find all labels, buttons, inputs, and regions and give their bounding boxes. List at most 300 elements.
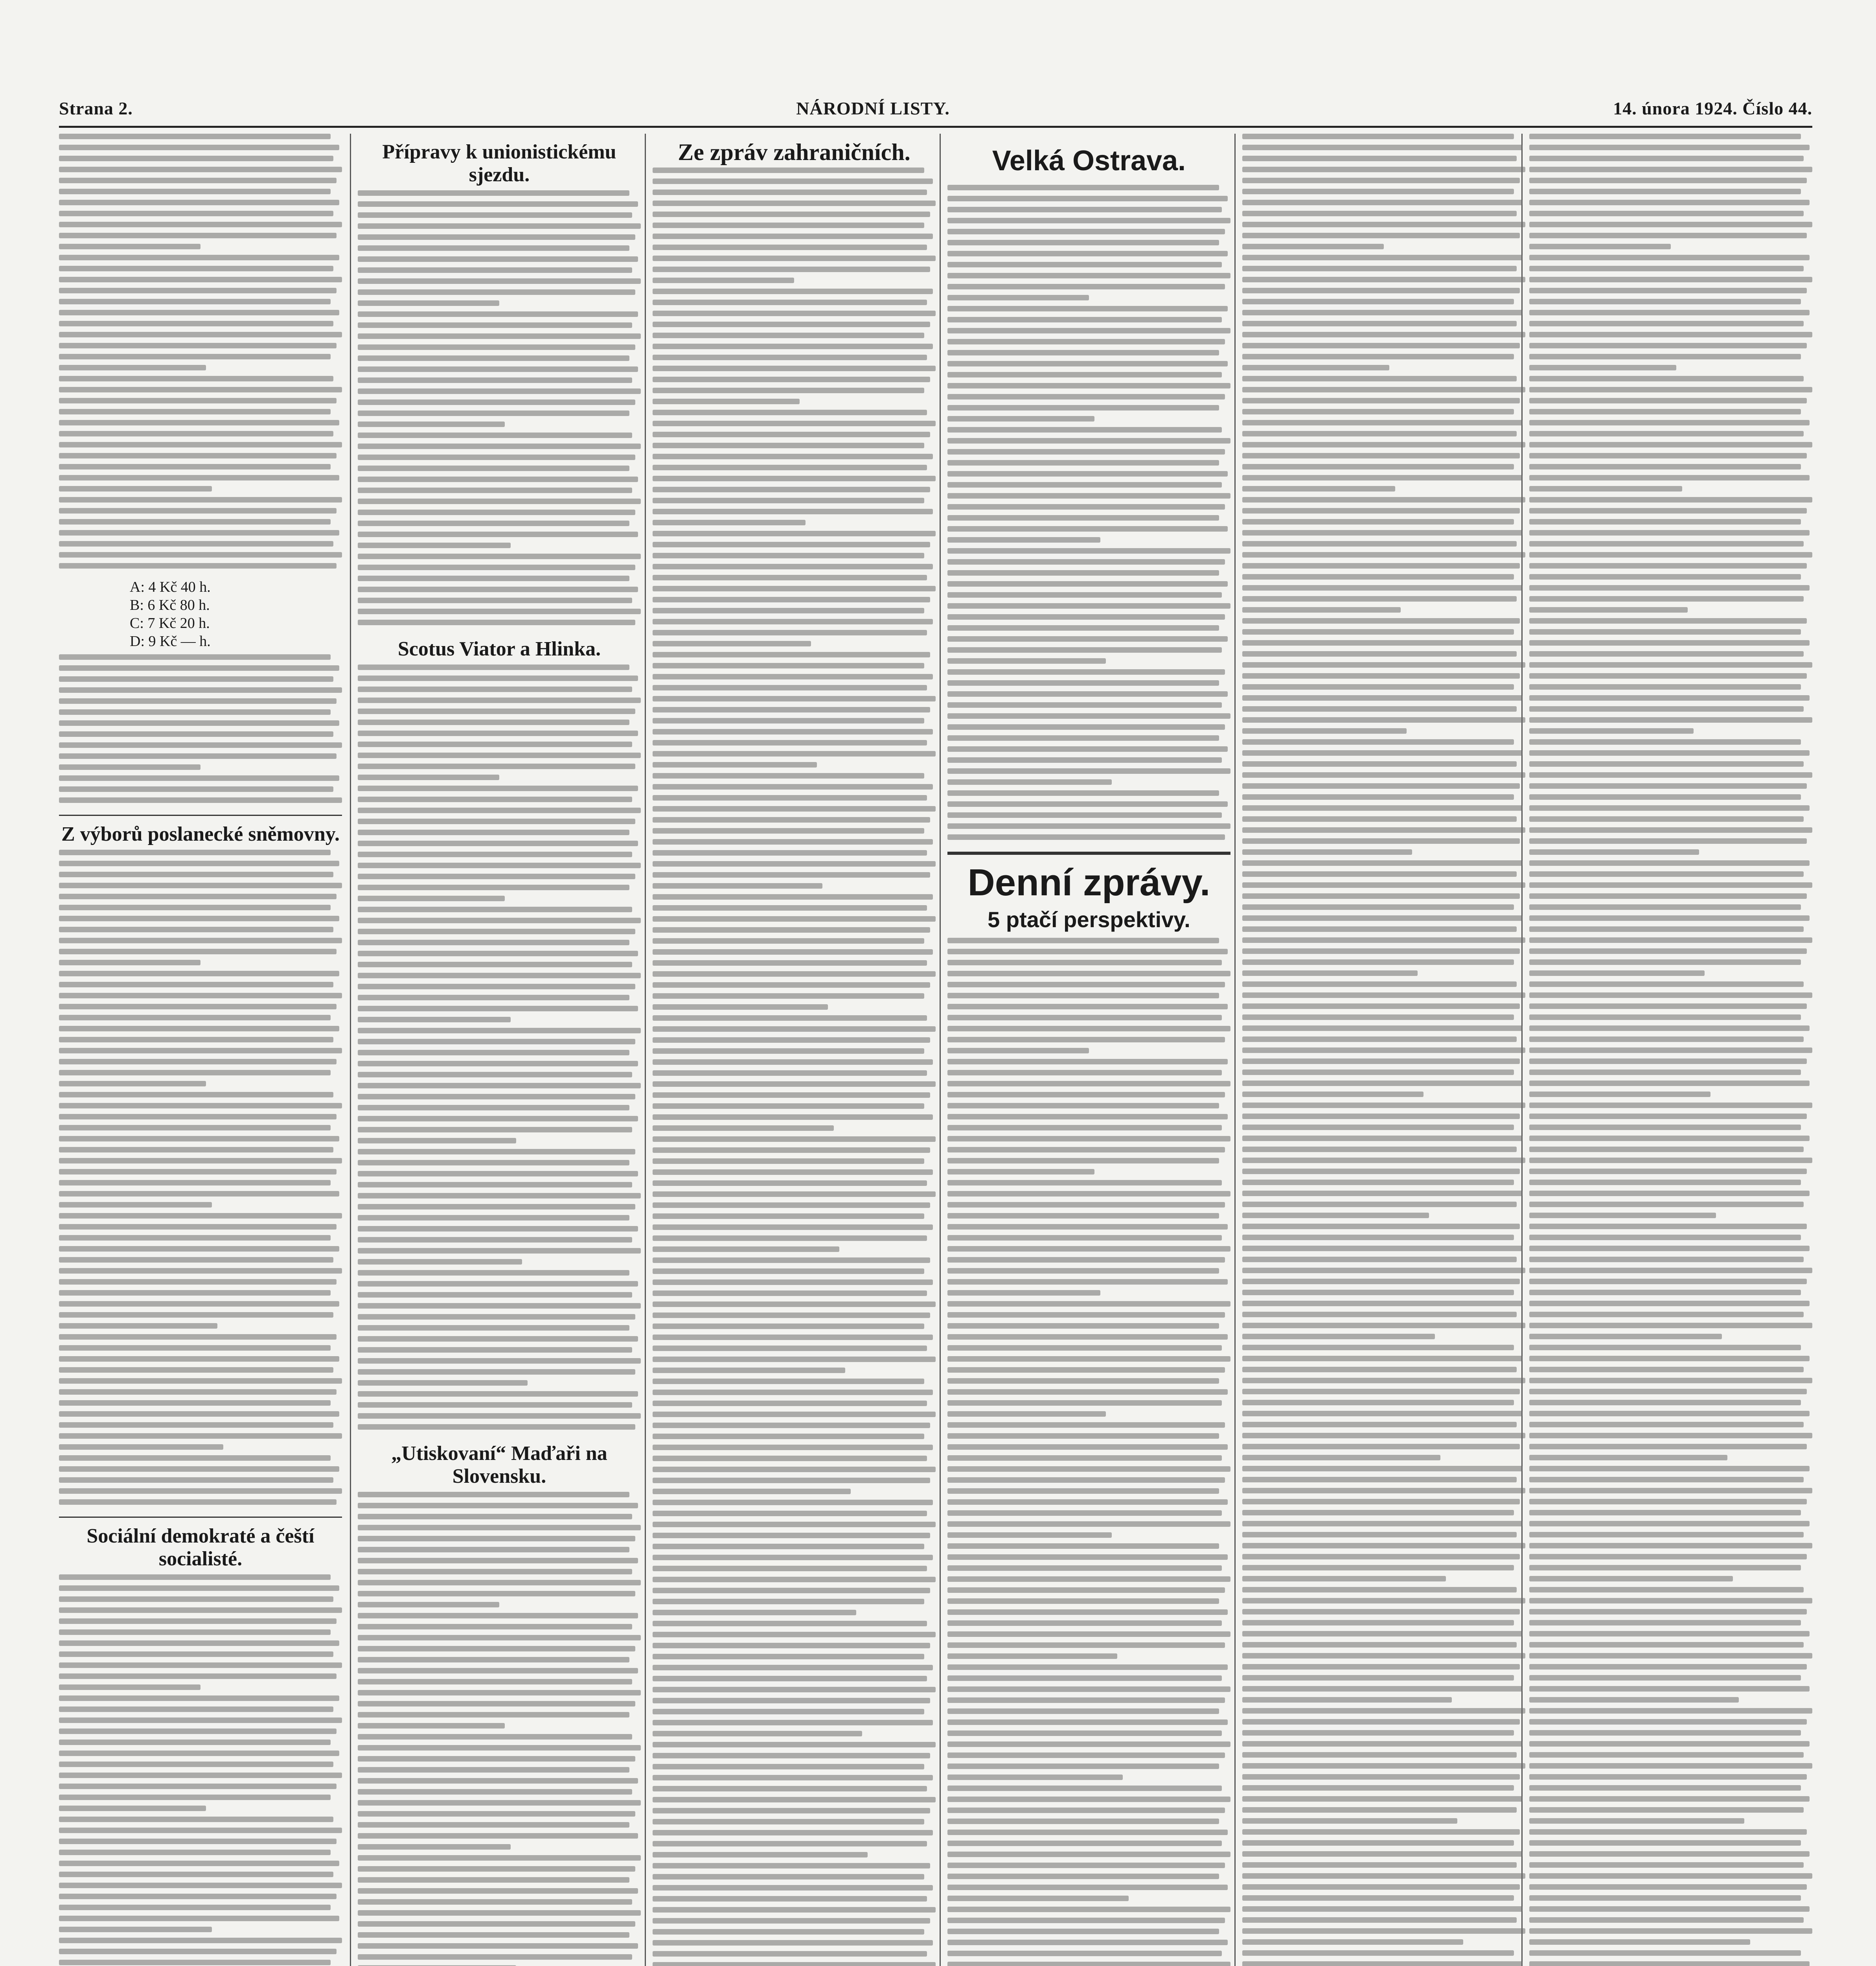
text-line xyxy=(1242,1653,1525,1659)
text-line xyxy=(1529,189,1801,194)
text-line xyxy=(59,850,331,855)
text-line xyxy=(1529,563,1807,569)
text-line xyxy=(653,1907,936,1913)
text-line xyxy=(653,608,924,613)
text-line xyxy=(358,477,638,482)
text-line xyxy=(947,1907,1230,1912)
text-line xyxy=(653,245,927,250)
text-line xyxy=(1242,1191,1523,1196)
text-line xyxy=(947,1103,1219,1108)
text-line xyxy=(653,949,933,955)
text-line xyxy=(947,1378,1219,1384)
text-line xyxy=(59,233,337,238)
text-line xyxy=(1242,992,1525,998)
text-line xyxy=(1529,1653,1812,1659)
article-headline: Velká Ostrava. xyxy=(992,145,1186,177)
text-line xyxy=(947,993,1219,998)
text-line xyxy=(1529,1257,1804,1262)
text-line xyxy=(358,1767,629,1773)
text-line xyxy=(1242,1532,1517,1537)
text-line xyxy=(59,145,339,150)
text-line xyxy=(358,1314,635,1320)
text-line xyxy=(1242,1785,1514,1791)
text-line xyxy=(358,1679,632,1684)
text-line xyxy=(947,1048,1089,1053)
section-subtitle: 5 ptačí perspektivy. xyxy=(988,907,1190,932)
text-line xyxy=(653,1709,924,1714)
text-line xyxy=(653,465,927,470)
text-line xyxy=(358,753,641,758)
newspaper-title: NÁRODNÍ LISTY. xyxy=(796,98,950,118)
text-line xyxy=(1242,1697,1452,1703)
text-line xyxy=(59,687,342,693)
text-line xyxy=(1242,629,1514,635)
text-line xyxy=(653,1720,933,1725)
text-line xyxy=(947,982,1225,987)
text-line xyxy=(947,779,1112,785)
text-line xyxy=(947,1587,1225,1593)
text-line xyxy=(653,938,924,944)
text-line xyxy=(947,757,1222,763)
text-line xyxy=(947,1697,1225,1703)
text-line xyxy=(653,1268,924,1274)
text-line xyxy=(1529,805,1810,811)
text-line xyxy=(358,620,635,625)
text-line xyxy=(947,1797,1230,1802)
text-line xyxy=(358,1226,638,1232)
text-line xyxy=(59,1477,333,1483)
text-line xyxy=(947,1863,1225,1868)
text-line xyxy=(1529,530,1810,536)
text-line xyxy=(653,1951,927,1957)
text-line xyxy=(358,1910,641,1916)
text-line xyxy=(1242,1092,1424,1097)
text-line xyxy=(947,306,1228,311)
text-line xyxy=(358,609,641,614)
text-line xyxy=(653,179,933,184)
text-line xyxy=(1242,508,1520,514)
text-line xyxy=(59,654,331,660)
text-line xyxy=(358,1833,638,1839)
text-line xyxy=(653,751,936,757)
text-line xyxy=(1529,860,1810,866)
article-body xyxy=(358,1492,641,1966)
text-line xyxy=(653,1401,927,1406)
text-line xyxy=(1242,1488,1525,1493)
text-line xyxy=(1529,431,1804,436)
text-line xyxy=(653,1665,933,1670)
text-line xyxy=(653,916,936,922)
text-line xyxy=(59,1662,342,1668)
text-line xyxy=(653,927,930,933)
text-line xyxy=(59,541,333,547)
text-line xyxy=(653,333,924,338)
text-line xyxy=(947,702,1222,708)
text-line xyxy=(653,1169,933,1175)
text-line xyxy=(358,797,632,802)
text-line xyxy=(358,1580,641,1585)
text-line xyxy=(653,476,936,481)
text-line xyxy=(1242,1257,1517,1262)
text-line xyxy=(59,1147,333,1152)
text-line xyxy=(358,300,499,306)
text-line xyxy=(1242,1070,1514,1075)
text-line xyxy=(653,212,930,217)
text-line xyxy=(1529,1884,1807,1890)
text-line xyxy=(1242,376,1517,381)
text-line xyxy=(1529,1587,1804,1592)
text-line xyxy=(947,1929,1219,1934)
text-line xyxy=(947,482,1222,488)
text-line xyxy=(358,1734,632,1740)
text-line xyxy=(947,1169,1094,1174)
text-line xyxy=(653,993,924,999)
text-line xyxy=(1242,849,1412,855)
text-line xyxy=(1242,794,1514,800)
text-line xyxy=(1529,233,1807,238)
text-line xyxy=(358,510,635,515)
text-line xyxy=(653,1753,930,1758)
text-line xyxy=(1242,1014,1514,1020)
text-line xyxy=(1529,332,1812,337)
text-line xyxy=(653,1456,927,1461)
text-line xyxy=(1242,233,1520,238)
text-line xyxy=(59,1850,331,1855)
text-line xyxy=(653,729,933,734)
article-body xyxy=(59,850,342,1510)
fee-row: A: 4 Kč 40 h. xyxy=(130,579,211,595)
text-line xyxy=(358,1391,638,1397)
text-line xyxy=(653,1863,930,1868)
text-line xyxy=(947,691,1228,697)
text-line xyxy=(1529,211,1804,216)
text-line xyxy=(1242,486,1395,492)
text-line xyxy=(59,872,333,877)
text-line xyxy=(1529,1003,1807,1009)
text-line xyxy=(653,1819,924,1824)
text-line xyxy=(947,669,1225,675)
column-rule xyxy=(350,134,351,1966)
text-line xyxy=(59,894,337,899)
text-line xyxy=(653,1004,828,1010)
text-line xyxy=(1242,365,1389,370)
text-line xyxy=(358,1888,638,1894)
text-line xyxy=(59,1607,342,1613)
text-line xyxy=(1529,871,1804,877)
text-line xyxy=(947,1598,1219,1604)
divider xyxy=(59,815,342,816)
text-line xyxy=(947,1301,1230,1307)
text-line xyxy=(59,387,342,392)
article-body xyxy=(358,665,641,1435)
text-line xyxy=(947,1422,1225,1428)
text-line xyxy=(947,1719,1228,1725)
text-line xyxy=(1242,1136,1523,1141)
text-line xyxy=(653,1852,868,1857)
text-line xyxy=(947,1389,1228,1395)
text-line xyxy=(1242,1961,1523,1966)
text-line xyxy=(653,861,936,867)
text-line xyxy=(358,929,635,934)
text-line xyxy=(653,421,936,426)
text-line xyxy=(653,201,936,206)
text-line xyxy=(358,852,632,857)
text-line xyxy=(947,1830,1228,1835)
text-line xyxy=(1242,827,1525,833)
article-body xyxy=(59,134,342,574)
text-line xyxy=(358,1072,632,1077)
text-line xyxy=(1242,1499,1520,1504)
text-line xyxy=(59,1949,337,1954)
text-line xyxy=(653,1500,933,1505)
text-line xyxy=(59,497,342,503)
text-line xyxy=(1242,1312,1517,1317)
text-line xyxy=(358,223,641,229)
column-3 xyxy=(653,134,936,1966)
text-line xyxy=(358,1424,635,1430)
text-line xyxy=(358,256,638,262)
text-line xyxy=(1242,563,1520,569)
text-line xyxy=(59,797,342,803)
text-line xyxy=(1529,497,1812,503)
text-line xyxy=(358,885,629,890)
text-line xyxy=(1529,1521,1810,1526)
text-line xyxy=(358,543,511,548)
text-line xyxy=(947,1885,1228,1890)
text-line xyxy=(1242,1158,1525,1163)
text-line xyxy=(653,773,924,779)
text-line xyxy=(947,1224,1228,1230)
text-line xyxy=(653,454,933,459)
text-line xyxy=(653,718,924,723)
text-line xyxy=(1529,1708,1812,1714)
text-line xyxy=(1529,849,1699,855)
text-line xyxy=(947,240,1219,245)
text-line xyxy=(1529,937,1812,943)
text-line xyxy=(653,1202,930,1208)
text-line xyxy=(947,680,1219,686)
text-line xyxy=(653,366,936,371)
text-line xyxy=(59,665,339,671)
text-line xyxy=(358,1160,629,1165)
text-line xyxy=(947,1147,1225,1152)
text-line xyxy=(653,564,933,569)
text-line xyxy=(947,273,1230,278)
text-line xyxy=(1242,1576,1446,1581)
text-line xyxy=(1242,893,1520,899)
text-line xyxy=(653,1379,924,1384)
text-line xyxy=(653,1103,924,1109)
text-line xyxy=(358,1358,641,1364)
text-line xyxy=(653,1368,845,1373)
text-line xyxy=(1242,1047,1525,1053)
text-line xyxy=(59,1729,337,1734)
text-line xyxy=(59,1596,333,1602)
text-line xyxy=(1529,1961,1810,1966)
text-line xyxy=(358,1248,641,1254)
text-line xyxy=(1529,684,1801,690)
text-line xyxy=(1242,1268,1525,1273)
text-line xyxy=(1242,145,1523,150)
text-line xyxy=(1529,706,1804,712)
text-line xyxy=(653,1346,927,1351)
text-line xyxy=(947,1015,1222,1020)
text-line xyxy=(59,1905,331,1910)
text-line xyxy=(653,1125,834,1131)
text-line xyxy=(947,1918,1225,1923)
text-line xyxy=(1242,277,1525,282)
text-line xyxy=(358,1701,635,1706)
text-line xyxy=(59,1938,342,1943)
text-line xyxy=(358,1602,499,1607)
text-line xyxy=(1242,1433,1525,1438)
text-line xyxy=(1529,970,1705,976)
text-line xyxy=(1529,1829,1807,1835)
text-line xyxy=(1529,607,1688,613)
text-line xyxy=(59,409,331,414)
text-line xyxy=(947,504,1225,510)
text-line xyxy=(59,1422,333,1428)
text-line xyxy=(1529,1114,1807,1119)
text-line xyxy=(947,416,1094,422)
text-line xyxy=(1242,1422,1517,1427)
text-line xyxy=(358,278,641,284)
text-line xyxy=(653,674,933,679)
text-line xyxy=(1242,783,1520,789)
text-line xyxy=(1529,1675,1801,1681)
text-line xyxy=(653,1533,930,1538)
text-line xyxy=(1529,893,1807,899)
text-line xyxy=(653,1048,924,1054)
text-line xyxy=(59,1466,339,1472)
text-line xyxy=(1529,244,1671,249)
text-line xyxy=(947,383,1230,388)
text-line xyxy=(59,1640,339,1646)
text-line xyxy=(653,1610,856,1615)
text-line xyxy=(1242,1356,1523,1361)
text-line xyxy=(1242,431,1517,436)
text-line xyxy=(653,971,936,977)
text-line xyxy=(1529,167,1812,172)
text-line xyxy=(59,354,331,359)
text-line xyxy=(358,1281,638,1287)
text-line xyxy=(1529,1840,1801,1846)
text-line xyxy=(1242,1554,1520,1559)
text-line xyxy=(1242,1367,1517,1372)
text-line xyxy=(653,1301,936,1307)
text-line xyxy=(653,443,924,448)
text-line xyxy=(358,1503,638,1508)
text-line xyxy=(59,861,339,866)
text-line xyxy=(653,344,933,349)
text-line xyxy=(1529,1466,1810,1471)
column-rule xyxy=(645,134,646,1966)
text-line xyxy=(1529,1906,1810,1912)
text-line xyxy=(1529,343,1807,348)
text-line xyxy=(1529,1598,1812,1603)
text-line xyxy=(947,372,1222,377)
text-line xyxy=(59,398,337,403)
text-line xyxy=(653,355,927,360)
text-line xyxy=(1529,750,1810,756)
text-line xyxy=(1242,816,1517,822)
text-line xyxy=(947,971,1230,976)
text-line xyxy=(1529,1554,1807,1559)
text-line xyxy=(59,905,331,910)
text-line xyxy=(358,1028,641,1033)
text-line xyxy=(947,262,1222,267)
text-line xyxy=(1529,486,1682,492)
text-line xyxy=(1529,1928,1812,1934)
text-line xyxy=(59,1125,331,1130)
text-line xyxy=(1529,1719,1807,1725)
text-line xyxy=(947,207,1222,212)
text-line xyxy=(653,1489,851,1494)
text-line xyxy=(1529,1422,1804,1427)
text-line xyxy=(1242,981,1517,987)
text-line xyxy=(1242,464,1514,469)
text-line xyxy=(59,453,337,458)
article-body xyxy=(947,185,1230,845)
text-line xyxy=(653,1929,924,1935)
text-line xyxy=(947,1819,1219,1824)
text-line xyxy=(1242,1664,1520,1670)
text-line xyxy=(59,1740,331,1745)
text-line xyxy=(947,834,1225,840)
text-line xyxy=(59,1279,337,1285)
text-line xyxy=(1529,1345,1801,1350)
text-line xyxy=(358,896,505,901)
text-line xyxy=(1242,1928,1525,1934)
text-line xyxy=(1529,420,1810,425)
text-line xyxy=(59,321,333,326)
fee-table xyxy=(130,578,342,650)
text-line xyxy=(1529,1752,1804,1758)
text-line xyxy=(653,1544,924,1549)
text-line xyxy=(1242,1884,1520,1890)
text-line xyxy=(653,795,927,801)
text-line xyxy=(947,746,1228,752)
text-line xyxy=(1529,1862,1804,1868)
text-line xyxy=(653,1511,927,1516)
text-line xyxy=(1529,761,1804,767)
text-line xyxy=(1529,1873,1812,1879)
text-line xyxy=(1529,739,1801,745)
text-line xyxy=(59,1235,331,1241)
text-line xyxy=(947,960,1222,965)
text-line xyxy=(653,817,930,823)
article-body xyxy=(59,1574,342,1966)
text-line xyxy=(59,775,339,781)
text-line xyxy=(653,1621,927,1626)
text-line xyxy=(947,460,1219,466)
text-line xyxy=(358,190,629,196)
text-line xyxy=(947,548,1230,554)
text-line xyxy=(59,949,337,954)
text-line xyxy=(358,1954,632,1960)
article-headline: Přípravy k unionistickému sjezdu. xyxy=(382,141,616,186)
fee-row: B: 6 Kč 80 h. xyxy=(130,597,210,613)
text-line xyxy=(1242,189,1514,194)
text-line xyxy=(653,740,927,746)
text-line xyxy=(653,685,927,690)
text-line xyxy=(947,1158,1219,1163)
text-line xyxy=(1529,1180,1801,1185)
text-line xyxy=(1242,651,1517,657)
text-line xyxy=(947,284,1225,289)
text-line xyxy=(59,475,339,480)
text-line xyxy=(653,762,817,768)
